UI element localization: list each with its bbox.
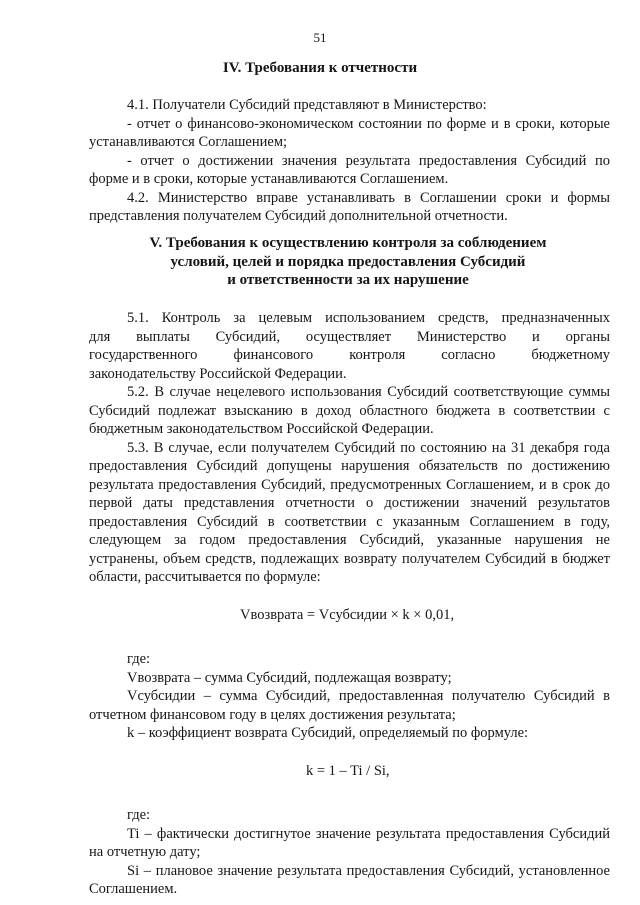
paragraph-5-1-line-4: законодательству Российской Федерации. [89,365,347,382]
paragraph-5-1-line-2: для выплаты Субсидий, осуществляет Министерство и органы [89,328,610,345]
section-5-heading-line-3: и ответственности за их нарушение [227,272,469,288]
section-5-heading [28,234,640,290]
section-5-heading-line-2: условий, целей и порядка предоставления Субсидий [170,253,526,270]
section-4-body [89,96,610,226]
paragraph-4-1-item-2: - отчет о достижении значения результата предоставления Субсидий по форме и в сроки, которые устанавливаются Соглашением. [89,152,610,187]
paragraph-4-1-item-1: - отчет о финансово-экономическом состоянии по форме и в сроки, которые устанавливаются Соглашением; [89,115,610,150]
definition-v-subsidy: Vсубсидии – сумма Субсидий, предоставленная получателю Субсидий в отчетном финансовом году в целях достижения результата; [89,688,610,723]
page-number: 51 [313,30,327,45]
paragraph-5-1-line-3: государственного финансового контроля согласно бюджетному [89,347,610,363]
section-5-heading-line-1: V. Требования к осуществлению контроля за соблюдением [149,235,547,251]
formula-volume-return: Vвозврата = Vсубсидии × k × 0,01, [240,606,455,623]
definition-si: Si – плановое значение результата предоставления Субсидий, установленное Соглашением. [89,862,610,897]
paragraph-4-1: 4.1. Получатели Субсидий представляют в Министерство: [127,97,487,113]
where-label-2: где: [127,807,151,823]
where-label-1: где: [127,651,151,667]
definition-ti: Ti – фактически достигнутое значение результата предоставления Субсидий на отчетную дату; [89,825,610,860]
paragraph-5-3: 5.3. В случае, если получателем Субсидий по состоянию на 31 декабря года предоставления Субсидий допущены нарушения обязательств по достижению результата предоставления Субсидий, предусмотренных Соглашением, и в срок до первой даты представления отчетности о достижении значений результатов предоставления Субсидий в соответствии с указанным Соглашением в году, следующем за годом предоставления Субсидий, указанные нарушения не устранены, объем средств, подлежащих возврату получателем Субсидий в бюджет области, рассчитывается по формуле: [89,439,610,585]
definition-k: k – коэффициент возврата Субсидий, определяемый по формуле: [127,725,529,741]
paragraph-5-2: 5.2. В случае нецелевого использования Субсидий соответствующие суммы Субсидий подлежат взысканию в доход областного бюджета в соответствии с бюджетным законодательством Российской Федерации. [89,384,610,437]
paragraph-5-1-line-1: 5.1. Контроль за целевым использованием средств, предназначенных [127,310,610,326]
section-4-heading: IV. Требования к отчетности [222,60,418,76]
definition-v-return: Vвозврата – сумма Субсидий, подлежащая возврату; [127,669,452,686]
section-5-body [89,309,610,899]
formula-coefficient-k: k = 1 – Ti / Si, [306,762,390,779]
paragraph-4-2: 4.2. Министерство вправе устанавливать в Соглашении сроки и формы представления получателем Субсидий дополнительной отчетности. [89,189,610,224]
